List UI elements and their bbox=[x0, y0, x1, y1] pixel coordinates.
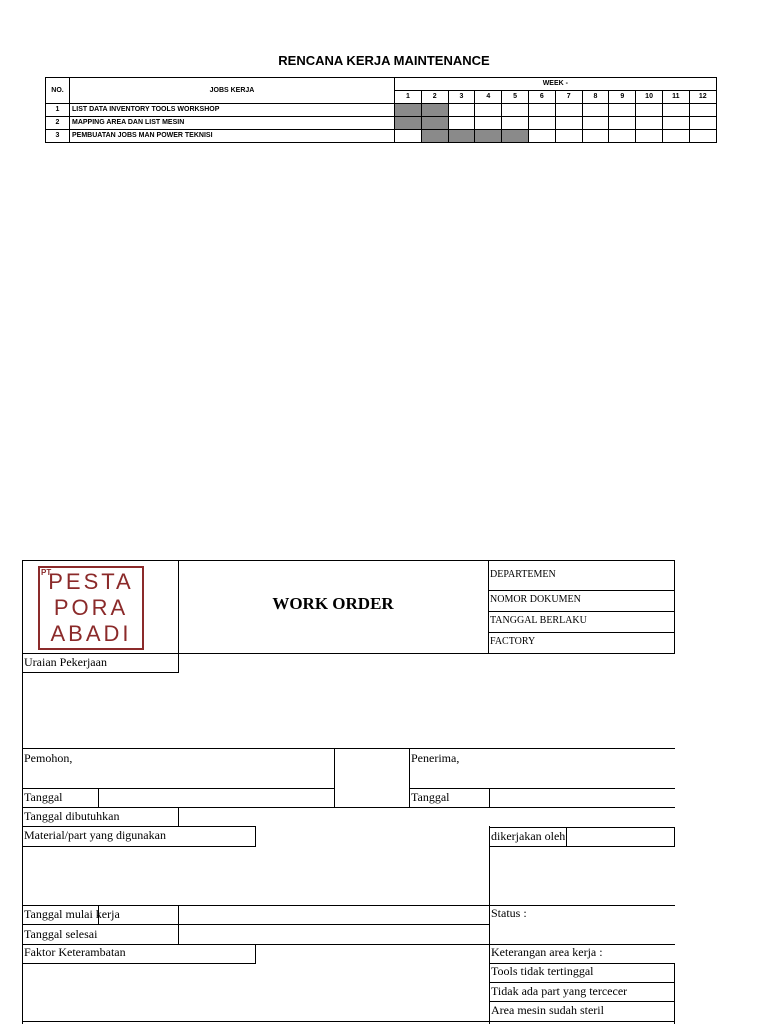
check-tools-label: Tools tidak tertinggal bbox=[491, 964, 594, 978]
week-header-12: 12 bbox=[689, 91, 716, 104]
tanggal-dibutuhkan-label: Tanggal dibutuhkan bbox=[24, 809, 120, 823]
header-no: NO. bbox=[46, 78, 70, 104]
week-cell bbox=[636, 104, 663, 117]
week-cell bbox=[421, 104, 448, 117]
week-cell bbox=[582, 130, 609, 143]
uraian-pekerjaan-field[interactable] bbox=[23, 673, 673, 748]
row-job: PEMBUATAN JOBS MAN POWER TEKNISI bbox=[70, 130, 395, 143]
table-row bbox=[46, 104, 717, 117]
week-header-4: 4 bbox=[475, 91, 502, 104]
row-number: 3 bbox=[46, 130, 70, 143]
keterangan-label: Keterangan area kerja : bbox=[491, 945, 603, 959]
week-cell bbox=[528, 130, 555, 143]
tanggal-penerima-label: Tanggal bbox=[411, 790, 450, 804]
week-cell bbox=[502, 104, 529, 117]
week-cell bbox=[448, 130, 475, 143]
faktor-label: Faktor Keterambatan bbox=[24, 945, 126, 959]
week-cell bbox=[689, 117, 716, 130]
week-cell bbox=[662, 130, 689, 143]
week-cell bbox=[636, 117, 663, 130]
tanggal-pemohon-label: Tanggal bbox=[24, 790, 63, 804]
week-cell bbox=[421, 130, 448, 143]
week-header-7: 7 bbox=[555, 91, 582, 104]
week-header-11: 11 bbox=[662, 91, 689, 104]
week-cell bbox=[662, 117, 689, 130]
row-job: LIST DATA INVENTORY TOOLS WORKSHOP bbox=[70, 104, 395, 117]
check-area-label: Area mesin sudah steril bbox=[491, 1003, 604, 1017]
week-cell bbox=[636, 130, 663, 143]
factory-label: FACTORY bbox=[490, 636, 536, 647]
week-cell bbox=[689, 130, 716, 143]
week-cell bbox=[555, 130, 582, 143]
plan-body bbox=[46, 104, 717, 143]
week-cell bbox=[502, 130, 529, 143]
company-logo: PT PESTA PORA ABADI bbox=[38, 566, 144, 650]
tanggal-mulai-label: Tanggal mulai kerja bbox=[24, 907, 120, 921]
maintenance-plan-table bbox=[45, 77, 717, 143]
tanggal-berlaku-label: TANGGAL BERLAKU bbox=[490, 615, 587, 626]
dikerjakan-oleh-label: dikerjakan oleh bbox=[491, 829, 566, 843]
week-cell bbox=[448, 117, 475, 130]
pemohon-label: Pemohon, bbox=[24, 751, 73, 765]
week-cell bbox=[662, 104, 689, 117]
uraian-pekerjaan-label: Uraian Pekerjaan bbox=[24, 655, 107, 669]
week-cell bbox=[555, 104, 582, 117]
week-cell bbox=[502, 117, 529, 130]
week-cell bbox=[395, 130, 422, 143]
table-row bbox=[46, 117, 717, 130]
week-header-3: 3 bbox=[448, 91, 475, 104]
status-label: Status : bbox=[491, 906, 527, 920]
week-cell bbox=[609, 104, 636, 117]
week-cell bbox=[528, 117, 555, 130]
material-label: Material/part yang digunakan bbox=[24, 828, 166, 842]
week-header-9: 9 bbox=[609, 91, 636, 104]
week-header-2: 2 bbox=[421, 91, 448, 104]
week-cell bbox=[582, 117, 609, 130]
header-week: WEEK - bbox=[395, 78, 717, 91]
week-header-1: 1 bbox=[395, 91, 422, 104]
check-part-label: Tidak ada part yang tercecer bbox=[491, 984, 628, 998]
nomor-dokumen-label: NOMOR DOKUMEN bbox=[490, 594, 581, 605]
week-cell bbox=[475, 130, 502, 143]
work-order-title: WORK ORDER bbox=[272, 594, 394, 613]
week-cell bbox=[395, 104, 422, 117]
week-cell bbox=[448, 104, 475, 117]
week-header-8: 8 bbox=[582, 91, 609, 104]
week-cell bbox=[475, 104, 502, 117]
row-number: 1 bbox=[46, 104, 70, 117]
week-header-6: 6 bbox=[528, 91, 555, 104]
row-number: 2 bbox=[46, 117, 70, 130]
header-jobs: JOBS KERJA bbox=[70, 78, 395, 104]
week-header-5: 5 bbox=[502, 91, 529, 104]
week-cell bbox=[609, 117, 636, 130]
plan-title: RENCANA KERJA MAINTENANCE bbox=[278, 53, 490, 68]
penerima-label: Penerima, bbox=[411, 751, 460, 765]
table-row bbox=[46, 130, 717, 143]
departemen-label: DEPARTEMEN bbox=[490, 569, 556, 580]
week-cell bbox=[689, 104, 716, 117]
week-cell bbox=[395, 117, 422, 130]
week-cell bbox=[421, 117, 448, 130]
row-job: MAPPING AREA DAN LIST MESIN bbox=[70, 117, 395, 130]
week-cell bbox=[555, 117, 582, 130]
week-cell bbox=[609, 130, 636, 143]
week-header-10: 10 bbox=[636, 91, 663, 104]
week-cell bbox=[475, 117, 502, 130]
week-cell bbox=[528, 104, 555, 117]
week-cell bbox=[582, 104, 609, 117]
tanggal-selesai-label: Tanggal selesai bbox=[24, 927, 98, 941]
